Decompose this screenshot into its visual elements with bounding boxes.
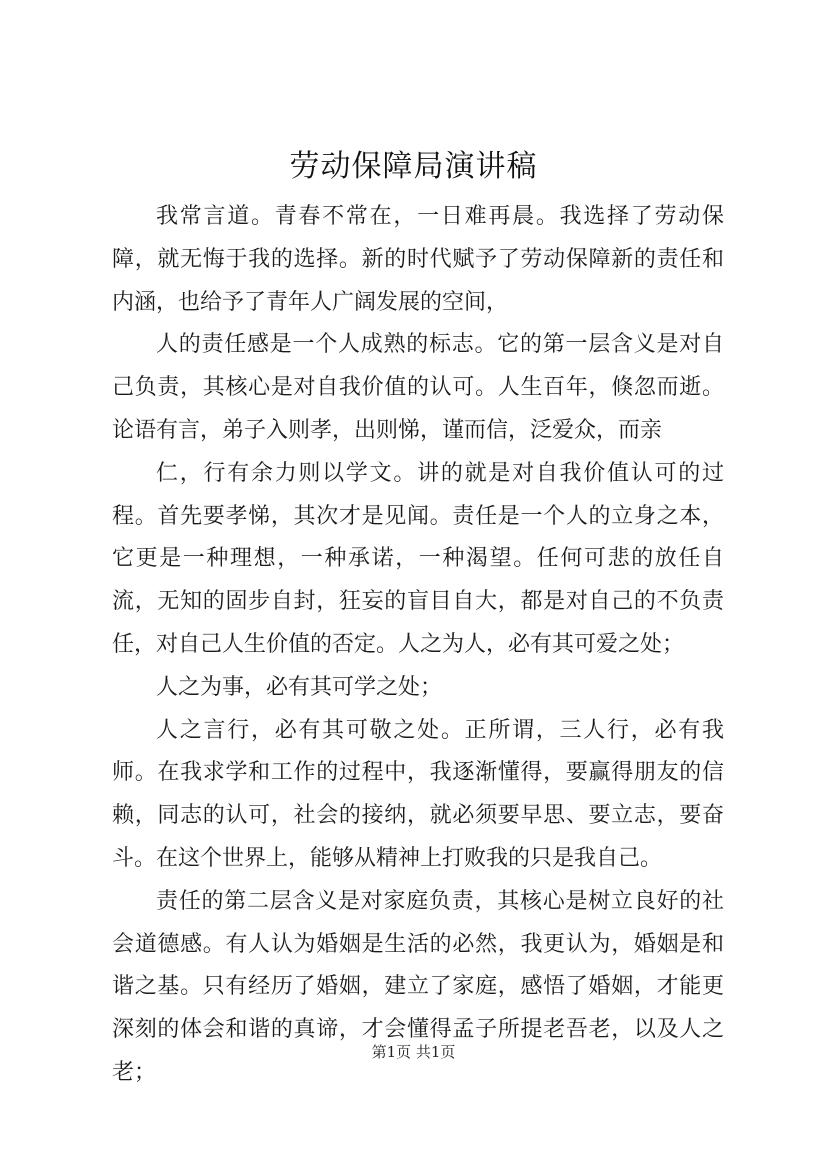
paragraph: 仁，行有余力则以学文。讲的就是对自我价值认可的过程。首先要孝悌，其次才是见闻。责任是一个人的立身之本，它更是一种理想，一种承诺，一种渴望。任何可悲的放任自流，无知的固步自封，狂妄的盲目自大，都是对自己的不负责任，对自己人生价值的否定。人之为人，必有其可爱之处；: [112, 460, 724, 657]
document-title: 劳动保障局演讲稿: [289, 149, 538, 184]
document-body: [112, 196, 724, 1095]
paragraph: 人之言行，必有其可敬之处。正所谓，三人行，必有我师。在我求学和工作的过程中，我逐渐懂得，要赢得朋友的信赖，同志的认可，社会的接纳，就必须要早思、要立志，要奋斗。在这个世界上，能够从精神上打败我的只是我自己。: [112, 717, 724, 871]
page-number-footer: 第1页 共1页: [371, 1043, 456, 1061]
paragraph: 人的责任感是一个人成熟的标志。它的第一层含义是对自己负责，其核心是对自我价值的认可。人生百年，倏忽而逝。论语有言，弟子入则孝，出则悌，谨而信，泛爱众，而亲: [112, 332, 724, 443]
paragraph: 责任的第二层含义是对家庭负责，其核心是树立良好的社会道德感。有人认为婚姻是生活的必然，我更认为，婚姻是和谐之基。只有经历了婚姻，建立了家庭，感悟了婚姻，才能更深刻的体会和谐的真谛，才会懂得孟子所提老吾老，以及人之老；: [112, 888, 724, 1085]
paragraph: 我常言道。青春不常在，一日难再晨。我选择了劳动保障，就无悔于我的选择。新的时代赋予了劳动保障新的责任和内涵，也给予了青年人广阔发展的空间，: [112, 204, 724, 315]
paragraph: 人之为事，必有其可学之处；: [156, 674, 443, 700]
